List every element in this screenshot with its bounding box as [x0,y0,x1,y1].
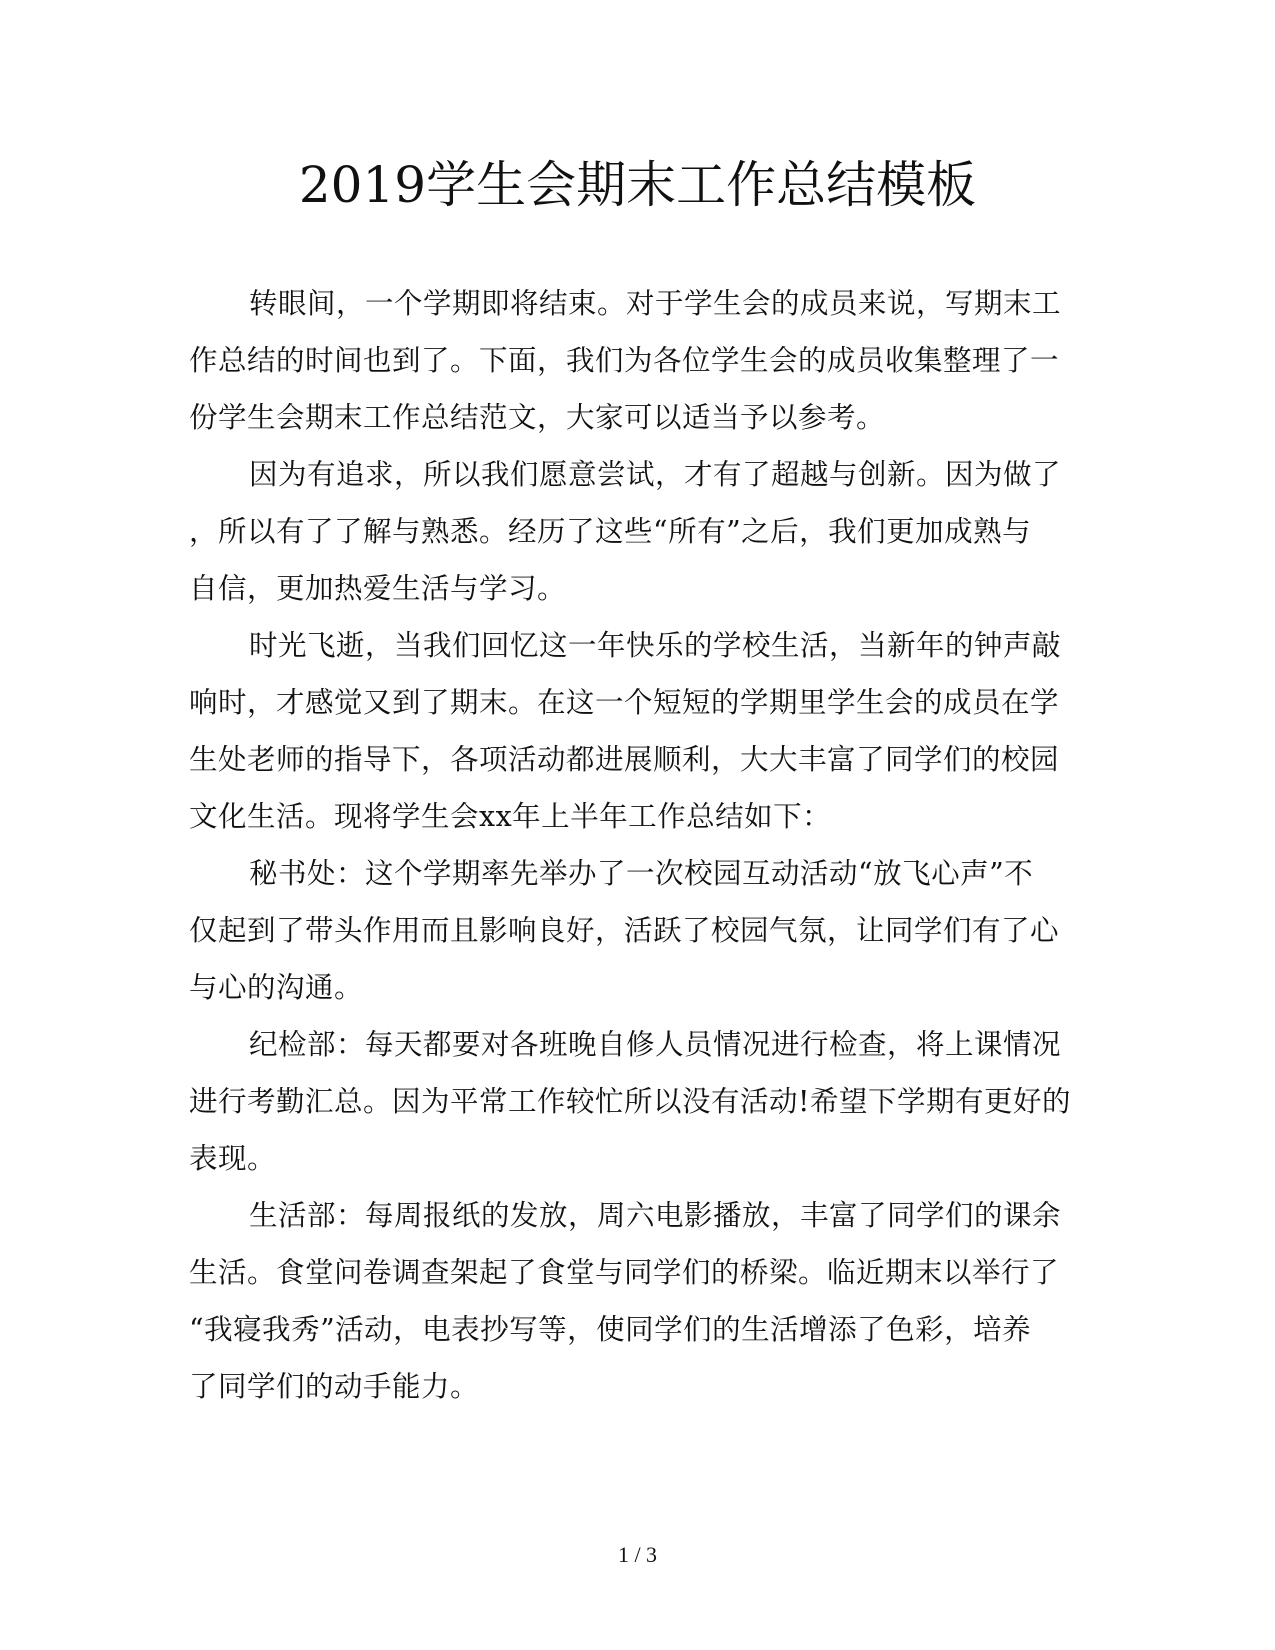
paragraph-line: 了同学们的动手能力。 [189,1370,480,1403]
paragraph-line: 生活。食堂问卷调查架起了食堂与同学们的桥梁。临近期末以举行了 [189,1256,1060,1289]
paragraph-line: 文化生活。现将学生会xx年上半年工作总结如下： [189,800,832,833]
paragraph-line: 因为有追求，所以我们愿意尝试，才有了超越与创新。因为做了 [249,458,1062,491]
page-number: 1 / 3 [617,1542,658,1567]
paragraph-line: 与心的沟通。 [189,971,364,1004]
document-title: 2019学生会期末工作总结模板 [298,156,977,214]
paragraph-line: 作总结的时间也到了。下面，我们为各位学生会的成员收集整理了一 [189,344,1060,377]
paragraph-line: 转眼间，一个学期即将结束。对于学生会的成员来说，写期末工 [249,287,1062,320]
paragraph-line: 仅起到了带头作用而且影响良好，活跃了校园气氛，让同学们有了心 [189,914,1060,947]
paragraph-line: 响时，才感觉又到了期末。在这一个短短的学期里学生会的成员在学 [189,686,1060,719]
paragraph-line: “我寝我秀”活动，电表抄写等，使同学们的生活增添了色彩，培养 [189,1313,1032,1346]
paragraph-line: 自信，更加热爱生活与学习。 [189,572,567,605]
document-body [189,275,1069,1415]
paragraph-line: ，所以有了了解与熟悉。经历了这些“所有”之后，我们更加成熟与 [189,515,1032,548]
paragraph-line: 进行考勤汇总。因为平常工作较忙所以没有活动!希望下学期有更好的 [189,1085,1071,1118]
paragraph-line: 生处老师的指导下，各项活动都进展顺利，大大丰富了同学们的校园 [189,743,1060,776]
paragraph-line: 秘书处：这个学期率先举办了一次校园互动活动“放飞心声”不 [249,857,1034,890]
paragraph-line: 时光飞逝，当我们回忆这一年快乐的学校生活，当新年的钟声敲 [249,629,1062,662]
paragraph-line: 表现。 [189,1142,277,1175]
paragraph-line: 份学生会期末工作总结范文，大家可以适当予以参考。 [189,401,886,434]
paragraph-line: 生活部：每周报纸的发放，周六电影播放，丰富了同学们的课余 [249,1199,1062,1232]
paragraph-line: 纪检部：每天都要对各班晚自修人员情况进行检查，将上课情况 [249,1028,1062,1061]
